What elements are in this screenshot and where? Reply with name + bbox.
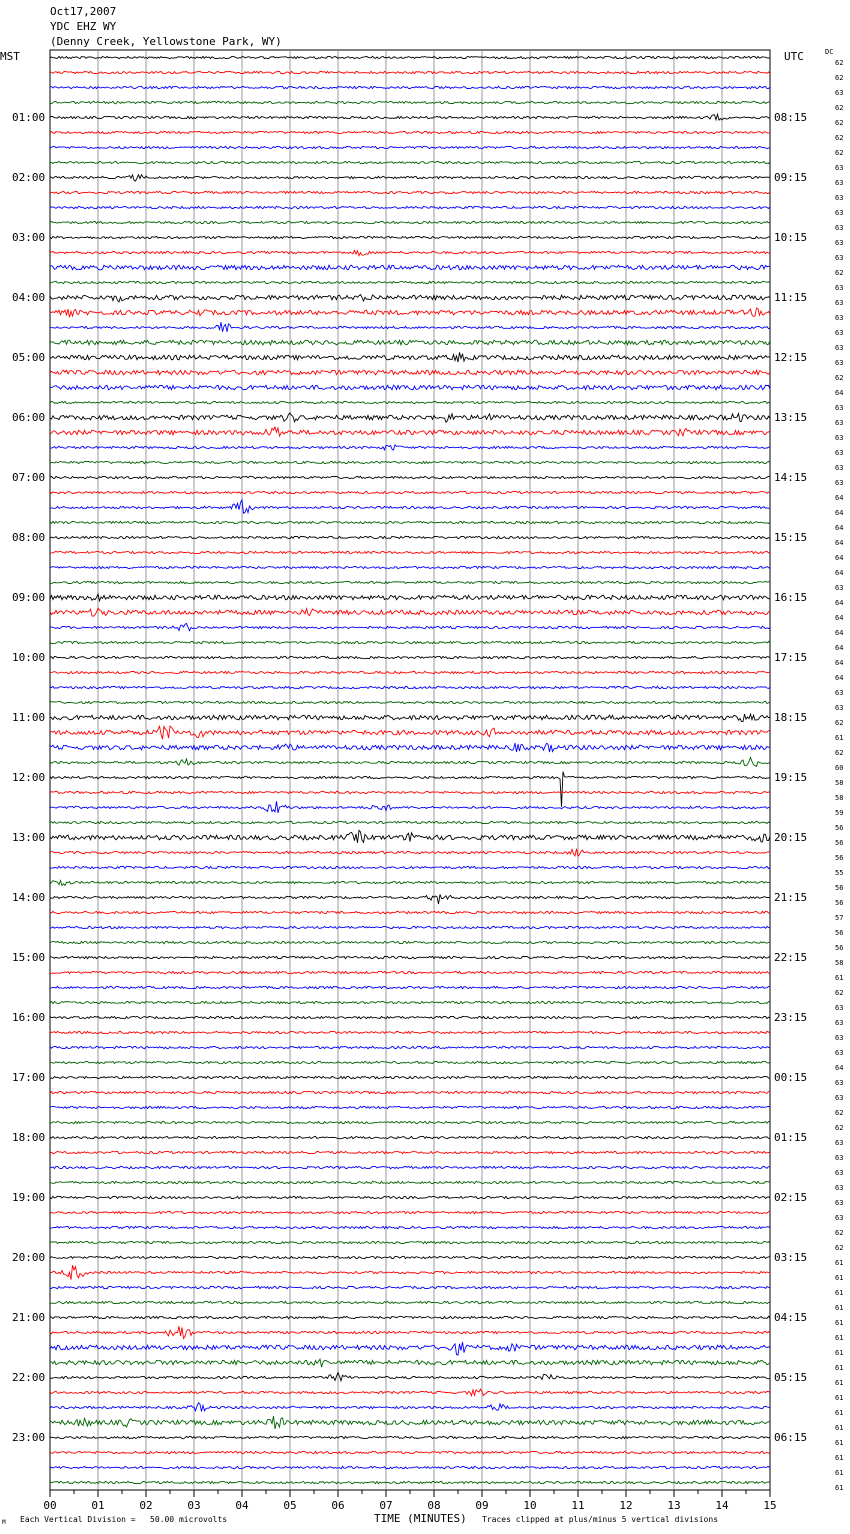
trace-row	[50, 623, 770, 630]
trace-row	[50, 821, 770, 823]
dc-offset-value: 62	[835, 58, 844, 67]
dc-offset-value: 63	[835, 328, 844, 337]
trace-row	[50, 641, 770, 643]
mst-hour-label: 11:00	[12, 710, 46, 724]
trace-row	[50, 1326, 770, 1338]
dc-offset-value: 63	[835, 238, 844, 247]
mst-hour-label: 04:00	[12, 290, 46, 304]
mst-hour-label: 07:00	[12, 470, 46, 484]
trace-row	[50, 322, 770, 332]
utc-hour-label: 04:15	[774, 1310, 808, 1324]
utc-hour-label: 05:15	[774, 1370, 808, 1384]
trace-row	[50, 250, 770, 255]
mst-hour-label: 16:00	[12, 1010, 46, 1024]
trace-row	[50, 146, 770, 148]
dc-offset-value: 63	[835, 433, 844, 442]
dc-offset-value: 63	[835, 1078, 844, 1087]
trace-row	[50, 686, 770, 688]
dc-offset-value: 63	[835, 1168, 844, 1177]
trace-row	[50, 894, 770, 904]
dc-offset-value: 64	[835, 568, 844, 577]
dc-offset-value: 63	[835, 88, 844, 97]
dc-offset-value: 63	[835, 418, 844, 427]
trace-row	[50, 101, 770, 103]
right-timezone-label: UTC	[784, 50, 804, 63]
trace-row	[50, 772, 770, 807]
mst-hour-label: 10:00	[12, 650, 46, 664]
utc-hour-label: 19:15	[774, 770, 808, 784]
dc-offset-value: 64	[835, 388, 844, 397]
trace-row	[50, 221, 770, 223]
trace-row	[50, 131, 770, 133]
utc-hour-label: 13:15	[774, 410, 808, 424]
mst-hour-label: 17:00	[12, 1070, 46, 1084]
trace-row	[50, 308, 770, 317]
vertical-division-note: Each Vertical Division = 50.00 microvolts	[20, 1515, 228, 1524]
dc-offset-value: 61	[835, 733, 844, 742]
dc-offset-value: 62	[835, 748, 844, 757]
utc-hour-label: 02:15	[774, 1190, 808, 1204]
utc-hour-label: 00:15	[774, 1070, 808, 1084]
dc-offset-value: 61	[835, 1288, 844, 1297]
dc-offset-value: 63	[835, 1093, 844, 1102]
trace-row	[50, 743, 770, 752]
x-tick-label: 08	[427, 1499, 441, 1512]
trace-row	[50, 56, 770, 58]
trace-row	[50, 1301, 770, 1303]
utc-hour-label: 18:15	[774, 710, 808, 724]
trace-row	[50, 581, 770, 583]
dc-offset-value: 64	[835, 1063, 844, 1072]
utc-hour-label: 14:15	[774, 470, 808, 484]
trace-row	[50, 986, 770, 988]
dc-offset-value: 63	[835, 343, 844, 352]
trace-row	[50, 1466, 770, 1468]
mst-hour-label: 09:00	[12, 590, 46, 604]
station-code: YDC EHZ WY	[50, 20, 117, 33]
trace-row	[50, 385, 770, 390]
dc-offset-value: 63	[835, 298, 844, 307]
trace-row	[50, 1359, 770, 1367]
dc-offset-value: 63	[835, 178, 844, 187]
dc-offset-value: 61	[835, 1453, 844, 1462]
dc-offset-value: 63	[835, 193, 844, 202]
dc-offset-value: 56	[835, 928, 844, 937]
dc-offset-value: 56	[835, 943, 844, 952]
trace-row	[50, 1151, 770, 1153]
x-tick-label: 01	[91, 1499, 105, 1512]
dc-offset-value: 63	[835, 1138, 844, 1147]
trace-row	[50, 265, 770, 270]
mst-hour-label: 06:00	[12, 410, 46, 424]
dc-offset-value: 62	[835, 1108, 844, 1117]
trace-row	[50, 461, 770, 463]
dc-offset-value: 63	[835, 223, 844, 232]
trace-row	[50, 1256, 770, 1258]
dc-offset-value: 62	[835, 718, 844, 727]
left-timezone-label: MST	[0, 50, 20, 63]
utc-hour-label: 20:15	[774, 830, 808, 844]
trace-row	[50, 352, 770, 362]
dc-offset-value: 63	[835, 1033, 844, 1042]
x-tick-label: 13	[667, 1499, 681, 1512]
trace-row	[50, 926, 770, 928]
dc-offset-value: 62	[835, 103, 844, 112]
plot-frame	[50, 50, 770, 1490]
dc-offset-value: 63	[835, 403, 844, 412]
trace-row	[50, 1106, 770, 1108]
dc-offset-value: 64	[835, 643, 844, 652]
trace-row	[50, 114, 770, 120]
trace-row	[50, 671, 770, 673]
trace-row	[50, 714, 770, 722]
dc-offset-value: 61	[835, 1273, 844, 1282]
dc-offset-value: 61	[835, 1333, 844, 1342]
dc-offset-value: 63	[835, 208, 844, 217]
x-tick-label: 11	[571, 1499, 585, 1512]
dc-offset-value: 56	[835, 853, 844, 862]
trace-row	[50, 1181, 770, 1183]
mst-hour-label: 23:00	[12, 1430, 46, 1444]
dc-offset-value: 63	[835, 1003, 844, 1012]
trace-row	[50, 1121, 770, 1123]
trace-row	[50, 370, 770, 375]
trace-row	[50, 757, 770, 766]
dc-offset-value: 63	[835, 1183, 844, 1192]
trace-row	[50, 206, 770, 208]
dc-offset-value: 58	[835, 793, 844, 802]
trace-row	[50, 1046, 770, 1048]
dc-offset-value: 64	[835, 673, 844, 682]
dc-offset-value: 64	[835, 508, 844, 517]
utc-hour-label: 10:15	[774, 230, 808, 244]
corner-mark: M	[2, 1519, 6, 1526]
trace-row	[50, 941, 770, 943]
trace-row	[50, 1076, 770, 1078]
trace-row	[50, 956, 770, 958]
trace-row	[50, 175, 770, 181]
x-tick-label: 06	[331, 1499, 345, 1512]
trace-row	[50, 340, 770, 345]
x-tick-label: 14	[715, 1499, 729, 1512]
trace-row	[50, 1316, 770, 1318]
trace-row	[50, 1481, 770, 1483]
trace-row	[50, 608, 770, 616]
dc-offset-value: 56	[835, 883, 844, 892]
dc-offset-value: 63	[835, 313, 844, 322]
utc-hour-label: 11:15	[774, 290, 808, 304]
dc-offset-value: 64	[835, 493, 844, 502]
mst-hour-label: 12:00	[12, 770, 46, 784]
dc-offset-value: 64	[835, 598, 844, 607]
trace-row	[50, 1196, 770, 1198]
trace-row	[50, 1061, 770, 1063]
utc-hour-label: 09:15	[774, 170, 808, 184]
dc-offset-value: 63	[835, 703, 844, 712]
dc-offset-value: 62	[835, 148, 844, 157]
dc-offset-value: 56	[835, 898, 844, 907]
dc-offset-value: 62	[835, 1123, 844, 1132]
trace-row	[50, 911, 770, 913]
trace-row	[50, 1436, 770, 1438]
dc-offset-value: 62	[835, 268, 844, 277]
trace-row	[50, 701, 770, 703]
x-tick-label: 09	[475, 1499, 489, 1512]
x-tick-label: 04	[235, 1499, 249, 1512]
trace-row	[50, 161, 770, 163]
dc-offset-value: 55	[835, 868, 844, 877]
trace-row	[50, 236, 770, 238]
mst-hour-label: 05:00	[12, 350, 46, 364]
trace-row	[50, 866, 770, 868]
trace-row	[50, 801, 770, 813]
trace-row	[50, 521, 770, 523]
trace-row	[50, 566, 770, 568]
trace-row	[50, 491, 770, 493]
trace-row	[50, 656, 770, 658]
mst-hour-label: 08:00	[12, 530, 46, 544]
dc-offset-value: 61	[835, 1408, 844, 1417]
clip-note: Traces clipped at plus/minus 5 vertical divisions	[482, 1515, 719, 1524]
dc-offset-value: 64	[835, 538, 844, 547]
trace-row	[50, 551, 770, 553]
dc-offset-value: 61	[835, 1348, 844, 1357]
trace-row	[50, 881, 770, 886]
utc-hour-label: 12:15	[774, 350, 808, 364]
trace-row	[50, 1416, 770, 1429]
dc-offset-value: 58	[835, 958, 844, 967]
trace-row	[50, 1016, 770, 1018]
dc-offset-value: 63	[835, 1198, 844, 1207]
x-tick-label: 07	[379, 1499, 393, 1512]
x-tick-label: 00	[43, 1499, 57, 1512]
utc-hour-label: 06:15	[774, 1430, 808, 1444]
mst-hour-label: 22:00	[12, 1370, 46, 1384]
trace-row	[50, 1091, 770, 1093]
x-axis-label: TIME (MINUTES)	[374, 1512, 467, 1525]
dc-offset-value: 64	[835, 523, 844, 532]
dc-offset-value: 61	[835, 1363, 844, 1372]
mst-hour-label: 14:00	[12, 890, 46, 904]
dc-offset-value: 61	[835, 1393, 844, 1402]
dc-offset-value: 62	[835, 133, 844, 142]
dc-offset-value: 63	[835, 463, 844, 472]
dc-offset-value: 62	[835, 1243, 844, 1252]
dc-offset-value: 64	[835, 613, 844, 622]
trace-row	[50, 427, 770, 436]
x-tick-label: 02	[139, 1499, 153, 1512]
dc-offset-value: 63	[835, 1018, 844, 1027]
station-location: (Denny Creek, Yellowstone Park, WY)	[50, 35, 282, 48]
dc-offset-value: 60	[835, 763, 844, 772]
trace-row	[50, 1389, 770, 1396]
trace-row	[50, 1136, 770, 1138]
dc-offset-value: 61	[835, 1423, 844, 1432]
trace-row	[50, 1286, 770, 1288]
trace-row	[50, 413, 770, 422]
trace-row	[50, 536, 770, 538]
utc-hour-label: 03:15	[774, 1250, 808, 1264]
dc-offset-value: 61	[835, 1378, 844, 1387]
dc-offset-value: 63	[835, 163, 844, 172]
trace-row	[50, 1166, 770, 1168]
dc-offset-value: 63	[835, 583, 844, 592]
dc-offset-value: 63	[835, 358, 844, 367]
utc-hour-label: 23:15	[774, 1010, 808, 1024]
mst-hour-label: 03:00	[12, 230, 46, 244]
x-tick-label: 05	[283, 1499, 297, 1512]
trace-row	[50, 1031, 770, 1033]
mst-hour-label: 15:00	[12, 950, 46, 964]
trace-row	[50, 1403, 770, 1412]
utc-hour-label: 16:15	[774, 590, 808, 604]
trace-row	[50, 295, 770, 302]
trace-row	[50, 71, 770, 73]
utc-hour-label: 08:15	[774, 110, 808, 124]
dc-offset-value: 63	[835, 1153, 844, 1162]
trace-row	[50, 1342, 770, 1355]
x-tick-label: 03	[187, 1499, 201, 1512]
dc-offset-value: 61	[835, 1258, 844, 1267]
trace-row	[50, 401, 770, 403]
dc-offset-value: 56	[835, 823, 844, 832]
trace-row	[50, 849, 770, 857]
dc-offset-value: 63	[835, 448, 844, 457]
dc-offset-value: 61	[835, 973, 844, 982]
trace-row	[50, 830, 770, 842]
dc-offset-value: 63	[835, 1048, 844, 1057]
trace-row	[50, 476, 770, 478]
trace-row	[50, 191, 770, 193]
x-tick-label: 12	[619, 1499, 633, 1512]
mst-hour-label: 20:00	[12, 1250, 46, 1264]
record-date: Oct17,2007	[50, 5, 117, 18]
utc-hour-label: 21:15	[774, 890, 808, 904]
utc-hour-label: 17:15	[774, 650, 808, 664]
mst-hour-label: 18:00	[12, 1130, 46, 1144]
x-tick-label: 10	[523, 1499, 537, 1512]
trace-row	[50, 726, 770, 739]
dc-offset-value: 63	[835, 283, 844, 292]
mst-hour-label: 01:00	[12, 110, 46, 124]
mst-hour-label: 02:00	[12, 170, 46, 184]
trace-row	[50, 1001, 770, 1003]
x-tick-label: 15	[763, 1499, 777, 1512]
dc-offset-value: 63	[835, 688, 844, 697]
trace-row	[50, 1241, 770, 1243]
trace-row	[50, 971, 770, 973]
dc-offset-value: 64	[835, 658, 844, 667]
utc-hour-label: 22:15	[774, 950, 808, 964]
dc-offset-value: 63	[835, 253, 844, 262]
dc-offset-value: 58	[835, 778, 844, 787]
dc-offset-value: 62	[835, 73, 844, 82]
trace-row	[50, 1451, 770, 1453]
trace-row	[50, 1226, 770, 1228]
dc-offset-value: 64	[835, 628, 844, 637]
dc-offset-header: DC	[825, 48, 834, 56]
dc-offset-value: 61	[835, 1438, 844, 1447]
trace-row	[50, 791, 770, 793]
dc-offset-value: 62	[835, 118, 844, 127]
mst-hour-label: 21:00	[12, 1310, 46, 1324]
trace-row	[50, 445, 770, 450]
dc-offset-value: 61	[835, 1468, 844, 1477]
utc-hour-label: 15:15	[774, 530, 808, 544]
dc-offset-value: 61	[835, 1483, 844, 1492]
mst-hour-label: 13:00	[12, 830, 46, 844]
trace-row	[50, 1373, 770, 1381]
mst-hour-label: 19:00	[12, 1190, 46, 1204]
trace-row	[50, 1265, 770, 1279]
trace-row	[50, 500, 770, 514]
trace-row	[50, 281, 770, 283]
trace-row	[50, 1211, 770, 1213]
dc-offset-value: 56	[835, 838, 844, 847]
trace-row	[50, 594, 770, 601]
dc-offset-value: 64	[835, 553, 844, 562]
dc-offset-value: 63	[835, 478, 844, 487]
dc-offset-value: 63	[835, 1213, 844, 1222]
trace-row	[50, 86, 770, 88]
dc-offset-value: 62	[835, 1228, 844, 1237]
dc-offset-value: 62	[835, 988, 844, 997]
dc-offset-value: 59	[835, 808, 844, 817]
dc-offset-value: 61	[835, 1318, 844, 1327]
dc-offset-value: 57	[835, 913, 844, 922]
dc-offset-value: 62	[835, 373, 844, 382]
dc-offset-value: 61	[835, 1303, 844, 1312]
utc-hour-label: 01:15	[774, 1130, 808, 1144]
